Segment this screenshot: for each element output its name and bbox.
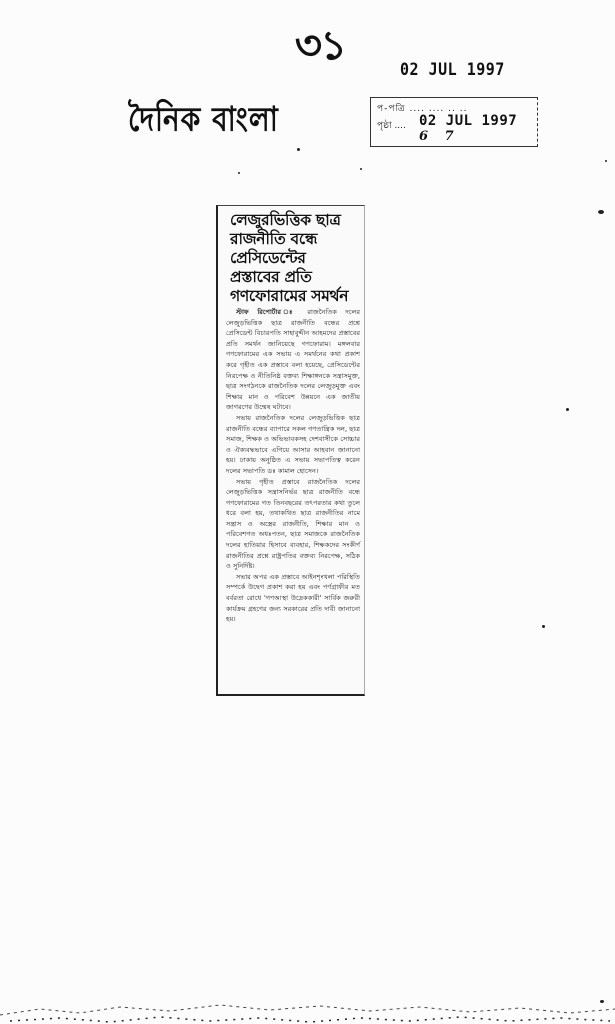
scan-speck [598,210,604,214]
scan-speck [566,408,569,411]
article-body [226,307,360,625]
scan-speck [360,168,362,170]
article-paragraph: স্টাফ রিপোর্টার ঃ রাজনৈতিক দলের লেজুড়ভিত্তিক ছাত্র রাজনীতি বন্ধের প্রশ্নে প্রেসিডেন্ট বিচারপতি সাহাবুদ্দীন আহমদের প্রস্তাবের প্রতি সমর্থন জানিয়েছে গণফোরাম। মঙ্গলবার গণফোরামের এক সভায় এ সমর্থনের কথা প্রকাশ করে গৃহীত এক প্রস্তাবে বলা হয়েছে, প্রেসিডেন্টের নিরপেক্ষ ও নীতিনিষ্ঠ বক্তব্য শিক্ষাঙ্গনকে সন্ত্রাসমুক্ত, ছাত্র সংগঠনকে রাজনৈতিক দলের লেজুড়মুক্ত এবং শিক্ষার মান ও পরিবেশ উন্নয়নে এক জাতীয় জাগরণের উন্মেষ ঘটাবে। [226,308,360,412]
scan-speck [542,625,545,628]
newspaper-clipping [216,205,365,696]
scan-edge-noise [0,985,615,1024]
scan-speck [605,160,607,162]
stamp-page-line: পৃষ্ঠা .... [377,121,406,131]
stamp-source-line: প-পত্রি .... .... .. .. [377,104,468,114]
article-byline: স্টাফ রিপোর্টার ঃ [236,308,299,316]
scan-speck [297,148,300,151]
article-paragraph: সভার অপর এক প্রস্তাবে আইনশৃংখলা পরিস্থিতি সম্পর্কে উদ্বেগ প্রকাশ করা হয় এবং পর্ণগ্রাফীর মত বর্বরতা রোধে 'গণআস্থা উদ্রেককারী' সার্বিক জরুরী কার্যক্রম গ্রহণের জন্য সরকারের প্রতি দাবী জানানো হয়। [226,572,360,624]
page-number: ৩১ [294,22,346,69]
article-paragraph: সভায় রাজনৈতিক দলের লেজুড়ভিত্তিক ছাত্র রাজনীতি বন্ধের ব্যাপারে সকল গণতান্ত্রিক দল, ছাত্র সমাজ, শিক্ষক ও অভিভাবকসহ দেশবাসীকে সোচ্চার ও ঐক্যবদ্ধভাবে এগিয়ে আসার আহবান জানানো হয়। ঢাকায় অনুষ্ঠিত এ সভায় সভাপতিত্ব করেন দলের সভাপতি ডঃ কামাল হোসেন। [226,413,360,475]
article-paragraph: সভায় গৃহীত প্রস্তাবে রাজনৈতিক দলের লেজুড়ভিত্তিক সন্ত্রাসনির্ভর ছাত্র রাজনীতি বন্ধে গণফোরামের গত তিনবছরের তৎপরতার কথা তুলে ধরে বলা হয়, তথাকথিত ছাত্র রাজনীতির নামে সন্ত্রাস ও অস্ত্রের রাজনীতি, শিক্ষার মান ও পরিবেশগত অধঃপতন, ছাত্র সমাজকে রাজনৈতিক দলের হাতিয়ার হিসাবে ব্যবহার, শিক্ষকদের সংকীর্ণ রাজনীতির প্রশ্নে রাষ্ট্রপতির বক্তব্য নিরপেক্ষ, সঠিক ও সুনির্দিষ্ট। [226,477,360,571]
archive-stamp [370,97,538,147]
article-headline: লেজুরভিত্তিক ছাত্র রাজনীতি বন্ধে প্রেসিডেন্টের প্রস্তাবের প্রতি গণফোরামের সমর্থন [230,210,349,305]
stamp-signature: 6 7 [419,129,460,144]
stamp-date: 02 JUL 1997 [419,113,518,129]
top-date-stamp: 02 JUL 1997 [400,58,505,80]
scan-speck [238,172,240,174]
newspaper-masthead: দৈনিক বাংলা [128,99,279,139]
